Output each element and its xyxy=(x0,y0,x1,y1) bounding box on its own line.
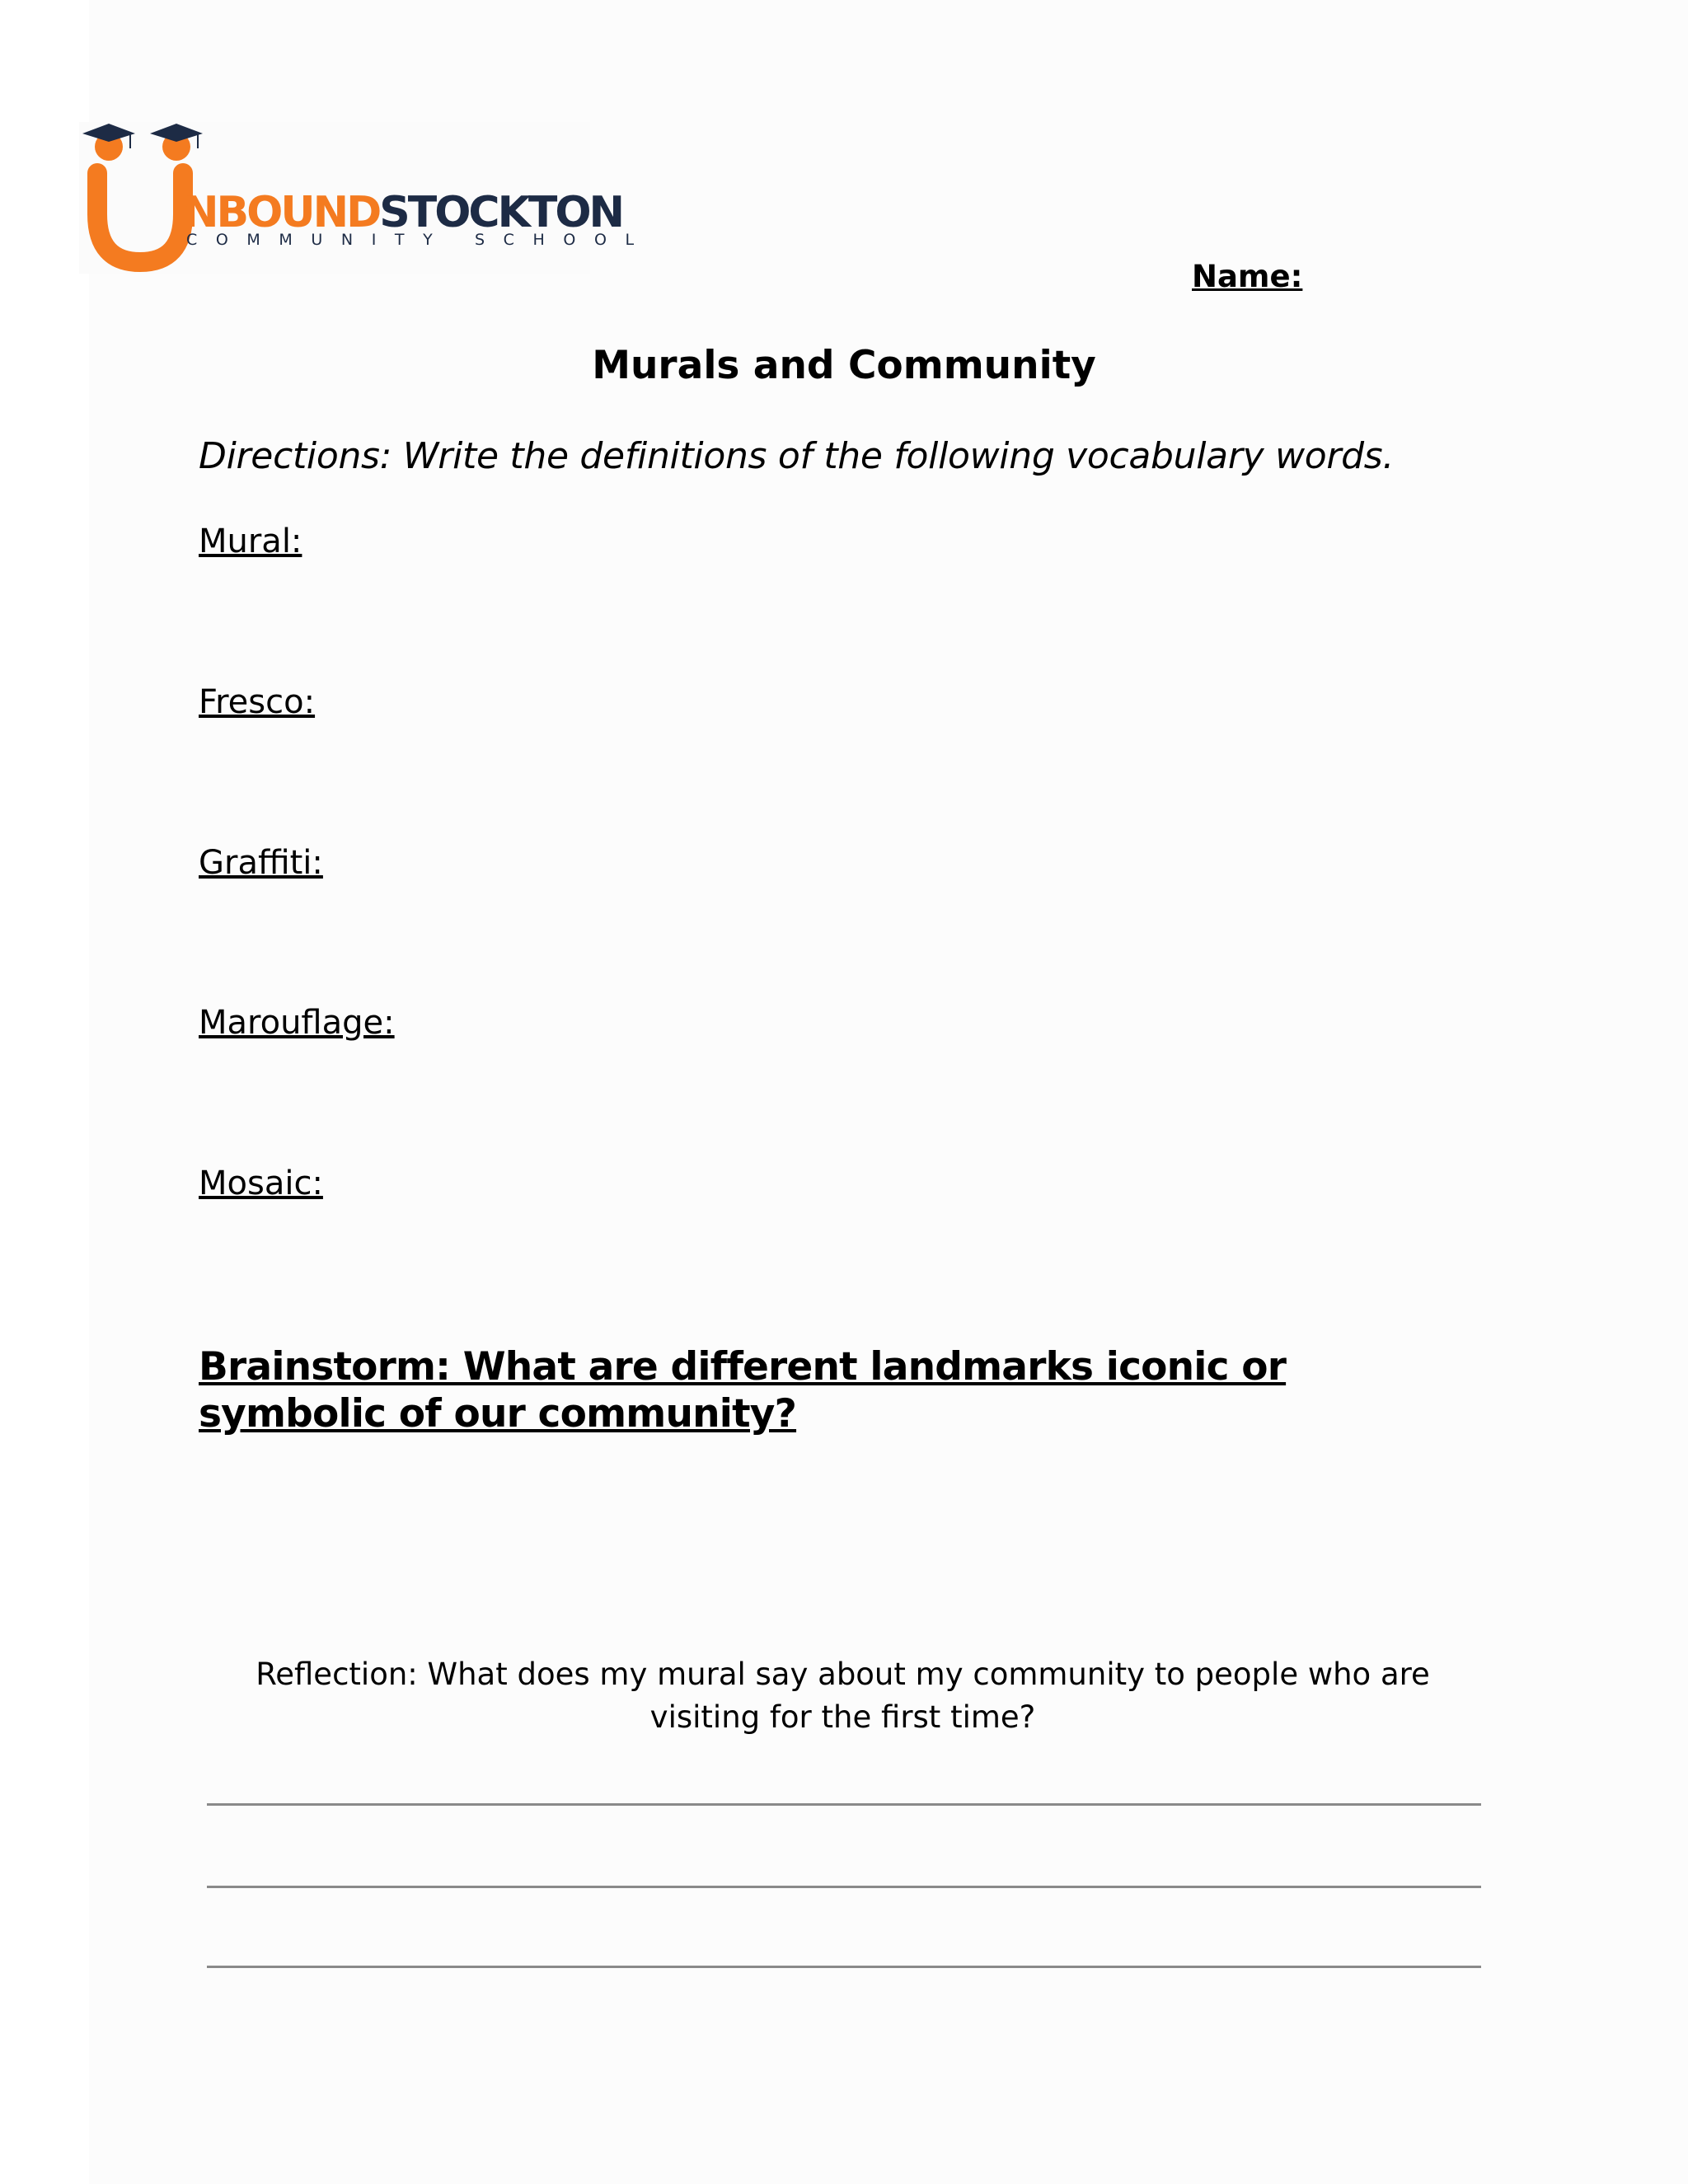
logo-wordmark: NBOUNDSTOCKTON xyxy=(183,188,623,237)
vocab-term-mosaic: Mosaic: xyxy=(199,1165,323,1202)
vocab-term-marouflage: Marouflage: xyxy=(199,1004,395,1042)
name-label: Name: xyxy=(1192,259,1303,294)
logo-subtitle: COMMUNITY SCHOOL xyxy=(186,231,653,249)
directions-text: Directions: Write the definitions of the following vocabulary words. xyxy=(199,435,1395,477)
answer-line-3[interactable] xyxy=(207,1966,1481,1968)
page-sheet xyxy=(89,0,1688,2184)
answer-line-2[interactable] xyxy=(207,1886,1481,1888)
vocab-term-mural: Mural: xyxy=(199,523,302,560)
page-title: Murals and Community xyxy=(592,343,1096,388)
reflection-prompt: Reflection: What does my mural say about my community to people who are visiting for the first time? xyxy=(256,1657,1430,1735)
school-logo xyxy=(79,122,653,274)
vocab-term-fresco: Fresco: xyxy=(199,683,316,721)
vocab-term-graffiti: Graffiti: xyxy=(199,844,323,882)
brainstorm-prompt: Brainstorm: What are different landmarks iconic or symbolic of our community? xyxy=(199,1344,1287,1436)
answer-line-1[interactable] xyxy=(207,1803,1481,1806)
